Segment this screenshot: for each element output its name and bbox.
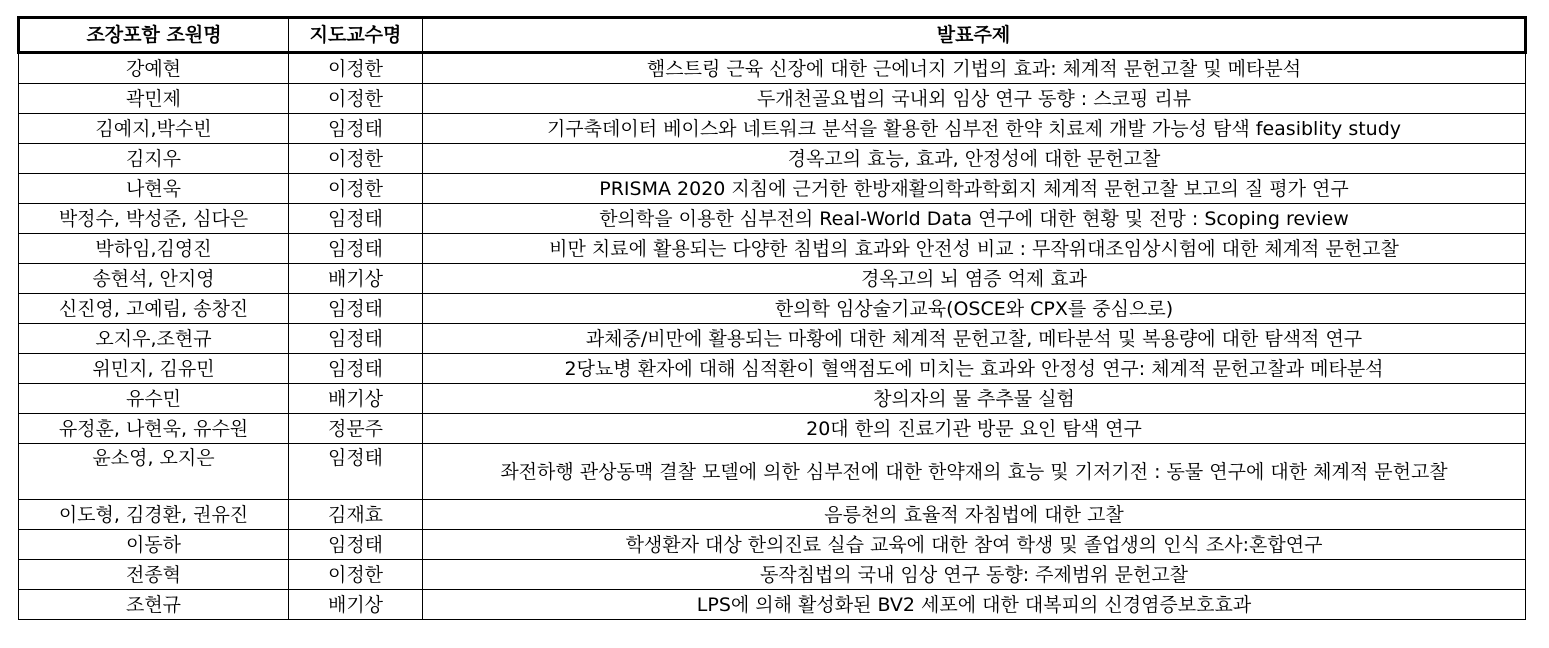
advisor-cell: 임정태 <box>289 444 423 500</box>
table-row <box>19 114 1526 144</box>
advisor-cell: 이정한 <box>289 84 423 114</box>
table-row <box>19 264 1526 294</box>
advisor-cell: 김재효 <box>289 500 423 530</box>
topic-cell: 햄스트링 근육 신장에 대한 근에너지 기법의 효과: 체계적 문헌고찰 및 메타분석 <box>423 53 1526 84</box>
member-cell: 이도형, 김경환, 권유진 <box>19 500 289 530</box>
advisor-cell: 임정태 <box>289 204 423 234</box>
topic-cell: 비만 치료에 활용되는 다양한 침법의 효과와 안전성 비교 : 무작위대조임상시험에 대한 체계적 문헌고찰 <box>423 234 1526 264</box>
member-cell: 김예지,박수빈 <box>19 114 289 144</box>
table-row <box>19 234 1526 264</box>
advisor-cell: 임정태 <box>289 114 423 144</box>
advisor-cell: 임정태 <box>289 530 423 560</box>
table-row <box>19 414 1526 444</box>
topic-cell: 경옥고의 뇌 염증 억제 효과 <box>423 264 1526 294</box>
topic-cell: 기구축데이터 베이스와 네트워크 분석을 활용한 심부전 한약 치료제 개발 가능성 탐색 feasiblity study <box>423 114 1526 144</box>
advisor-cell: 이정한 <box>289 53 423 84</box>
topic-cell: 한의학을 이용한 심부전의 Real-World Data 연구에 대한 현황 및 전망 : Scoping review <box>423 204 1526 234</box>
advisor-cell: 배기상 <box>289 384 423 414</box>
member-cell: 나현욱 <box>19 174 289 204</box>
advisor-cell: 이정한 <box>289 144 423 174</box>
table-row <box>19 53 1526 84</box>
member-cell: 오지우,조현규 <box>19 324 289 354</box>
topic-cell: 2당뇨병 환자에 대해 심적환이 혈액점도에 미치는 효과와 안정성 연구: 체계적 문헌고찰과 메타분석 <box>423 354 1526 384</box>
presentation-topics-table <box>17 16 1527 620</box>
topic-cell: 두개천골요법의 국내외 임상 연구 동향 : 스코핑 리뷰 <box>423 84 1526 114</box>
member-cell: 곽민제 <box>19 84 289 114</box>
member-cell: 신진영, 고예림, 송창진 <box>19 294 289 324</box>
advisor-cell: 정문주 <box>289 414 423 444</box>
topic-cell: LPS에 의해 활성화된 BV2 세포에 대한 대복피의 신경염증보호효과 <box>423 590 1526 620</box>
member-cell: 송현석, 안지영 <box>19 264 289 294</box>
topic-cell: 음릉천의 효율적 자침법에 대한 고찰 <box>423 500 1526 530</box>
table-row <box>19 560 1526 590</box>
table-row <box>19 324 1526 354</box>
table-body <box>19 53 1526 620</box>
topic-cell: 동작침법의 국내 임상 연구 동향: 주제범위 문헌고찰 <box>423 560 1526 590</box>
member-cell: 박정수, 박성준, 심다은 <box>19 204 289 234</box>
topic-cell: 경옥고의 효능, 효과, 안정성에 대한 문헌고찰 <box>423 144 1526 174</box>
advisor-cell: 배기상 <box>289 590 423 620</box>
table-header <box>19 18 1526 53</box>
member-cell: 윤소영, 오지은 <box>19 444 289 500</box>
advisor-cell: 이정한 <box>289 560 423 590</box>
table-row <box>19 294 1526 324</box>
table-row <box>19 354 1526 384</box>
table-row <box>19 590 1526 620</box>
member-cell: 박하임,김영진 <box>19 234 289 264</box>
table-row <box>19 174 1526 204</box>
table-row <box>19 444 1526 500</box>
topic-cell: PRISMA 2020 지침에 근거한 한방재활의학과학회지 체계적 문헌고찰 보고의 질 평가 연구 <box>423 174 1526 204</box>
member-cell: 유수민 <box>19 384 289 414</box>
table-row <box>19 530 1526 560</box>
advisor-cell: 이정한 <box>289 174 423 204</box>
member-cell: 위민지, 김유민 <box>19 354 289 384</box>
topic-cell: 과체중/비만에 활용되는 마황에 대한 체계적 문헌고찰, 메타분석 및 복용량에 대한 탐색적 연구 <box>423 324 1526 354</box>
table-row <box>19 144 1526 174</box>
header-row <box>19 18 1526 53</box>
topic-cell: 학생환자 대상 한의진료 실습 교육에 대한 참여 학생 및 졸업생의 인식 조사:혼합연구 <box>423 530 1526 560</box>
header-members: 조장포함 조원명 <box>19 18 289 53</box>
table-row <box>19 84 1526 114</box>
table-row <box>19 204 1526 234</box>
topic-cell: 한의학 임상술기교육(OSCE와 CPX를 중심으로) <box>423 294 1526 324</box>
topic-cell: 좌전하행 관상동맥 결찰 모델에 의한 심부전에 대한 한약재의 효능 및 기저기전 : 동물 연구에 대한 체계적 문헌고찰 <box>423 444 1526 500</box>
table-row <box>19 384 1526 414</box>
topic-cell: 20대 한의 진료기관 방문 요인 탐색 연구 <box>423 414 1526 444</box>
member-cell: 김지우 <box>19 144 289 174</box>
member-cell: 유정훈, 나현욱, 유수원 <box>19 414 289 444</box>
advisor-cell: 임정태 <box>289 294 423 324</box>
advisor-cell: 임정태 <box>289 354 423 384</box>
member-cell: 전종혁 <box>19 560 289 590</box>
table-row <box>19 500 1526 530</box>
member-cell: 조현규 <box>19 590 289 620</box>
advisor-cell: 배기상 <box>289 264 423 294</box>
member-cell: 이동하 <box>19 530 289 560</box>
advisor-cell: 임정태 <box>289 234 423 264</box>
header-topic: 발표주제 <box>423 18 1526 53</box>
header-advisor: 지도교수명 <box>289 18 423 53</box>
member-cell: 강예현 <box>19 53 289 84</box>
advisor-cell: 임정태 <box>289 324 423 354</box>
topic-cell: 창의자의 물 추추물 실험 <box>423 384 1526 414</box>
